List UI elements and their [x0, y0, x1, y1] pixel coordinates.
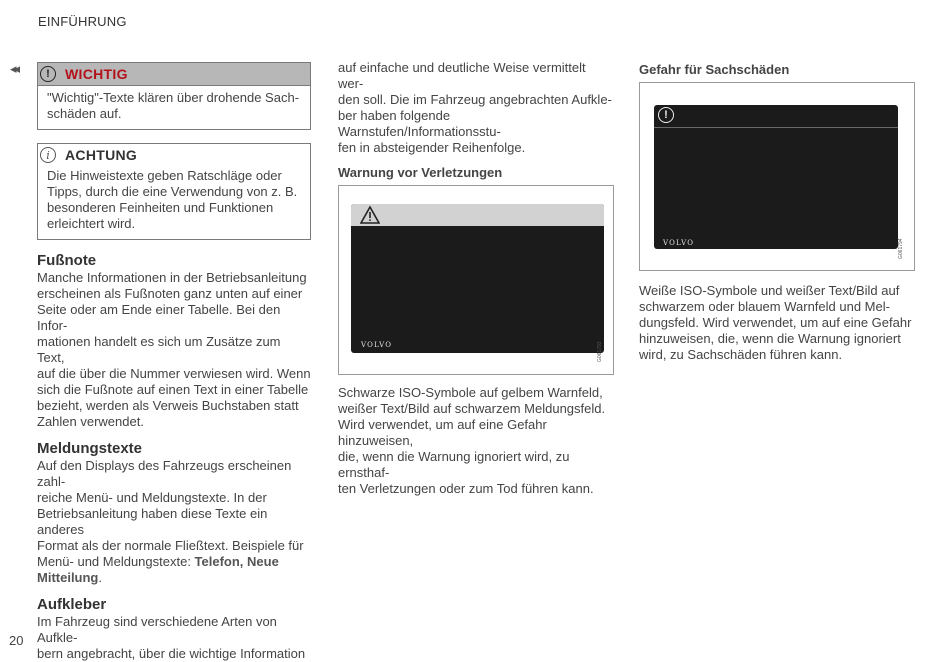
injury-warning-heading: Warnung vor Verletzungen: [338, 165, 503, 180]
damage-display: [654, 105, 898, 249]
figure-id: G061794: [898, 238, 904, 259]
exclamation-icon: !: [658, 107, 674, 123]
important-text: "Wichtig"-Texte klären über drohende Sach- schäden auf.: [47, 90, 300, 121]
injury-warning-figure: [338, 185, 614, 375]
intro-text: auf einfache und deutliche Weise vermittelt wer- den soll. Die im Fahrzeug angebrachten Aufkle- ber haben folgende Warnstufen/Informationsstu- fen in absteigender Reihenfolge.: [338, 60, 612, 155]
important-title: WICHTIG: [65, 66, 128, 82]
page-number: 20: [9, 633, 24, 648]
warning-triangle-icon: [360, 206, 380, 224]
caution-text: Die Hinweistexte geben Ratschläge oder Tipps, durch die eine Verwendung von z. B. besonderen Feinheiten und Funktionen erleichtert wird.: [47, 168, 298, 231]
messages-heading: Meldungstexte: [37, 440, 143, 457]
messages-examples: Telefon, Neue Mitteilung: [37, 554, 279, 585]
column-middle: [338, 60, 614, 497]
section-header: EINFÜHRUNG: [38, 14, 127, 29]
caution-title: ACHTUNG: [65, 147, 138, 163]
exclamation-icon: !: [40, 66, 56, 82]
damage-heading: Gefahr für Sachschäden: [639, 62, 790, 77]
damage-caption: Weiße ISO-Symbole und weißer Text/Bild auf schwarzem oder blauem Warnfeld und Mel- dungsfeld. Wird verwendet, um auf eine Gefahr hinzuweisen, die, wenn die Warnung ignoriert wird, zu Sachschäden führen kann.: [639, 283, 912, 362]
figure-id: G061793: [597, 341, 603, 362]
messages-end: .: [98, 570, 103, 585]
important-header: [38, 63, 310, 86]
stickers-text: Im Fahrzeug sind verschiedene Arten von Aufkle- bern angebracht, über die wichtige Information: [37, 614, 306, 661]
damage-band: [654, 105, 898, 128]
info-icon: i: [40, 147, 56, 163]
column-right: [639, 60, 915, 363]
footnote-text: Manche Informationen in der Betriebsanleitung erscheinen als Fußnoten ganz unten auf einer Seite oder am Ende einer Tabelle. Bei den Infor- mationen handelt es sich um Zusätze zum Text, auf die über die Nummer verwiesen wird. Wenn sich die Fußnote auf einen Text in einer Tabelle bezieht, werden als Verweis Buchstaben statt Zahlen verwendet.: [37, 270, 311, 429]
stickers-heading: Aufkleber: [37, 596, 107, 613]
important-box: [37, 62, 311, 130]
warning-band: [351, 204, 604, 226]
warning-display: [351, 204, 604, 353]
caution-header: [38, 144, 310, 166]
footnote-heading: Fußnote: [37, 252, 97, 269]
messages-text: [37, 458, 311, 586]
volvo-logo: VOLVO: [663, 239, 695, 247]
volvo-logo: VOLVO: [361, 341, 393, 349]
injury-warning-caption: Schwarze ISO-Symbole auf gelbem Warnfeld, weißer Text/Bild auf schwarzem Meldungsfeld. Wird verwendet, um auf eine Gefahr hinzuweisen, die, wenn die Warnung ignoriert wird, zu ernsthaf- ten Verletzungen oder zum Tod führen kann.: [338, 385, 606, 496]
back-arrows-icon[interactable]: ◂◂: [10, 61, 18, 76]
caution-box: [37, 143, 311, 240]
column-left: [37, 62, 311, 662]
messages-body: Auf den Displays des Fahrzeugs erscheinen zahl- reiche Menü- und Meldungstexte. In der Betriebsanleitung haben diese Texte ein anderes Format als der normale Fließtext. Beispiele für Menü- und Meldungstexte:: [37, 458, 304, 569]
damage-figure: [639, 82, 915, 271]
